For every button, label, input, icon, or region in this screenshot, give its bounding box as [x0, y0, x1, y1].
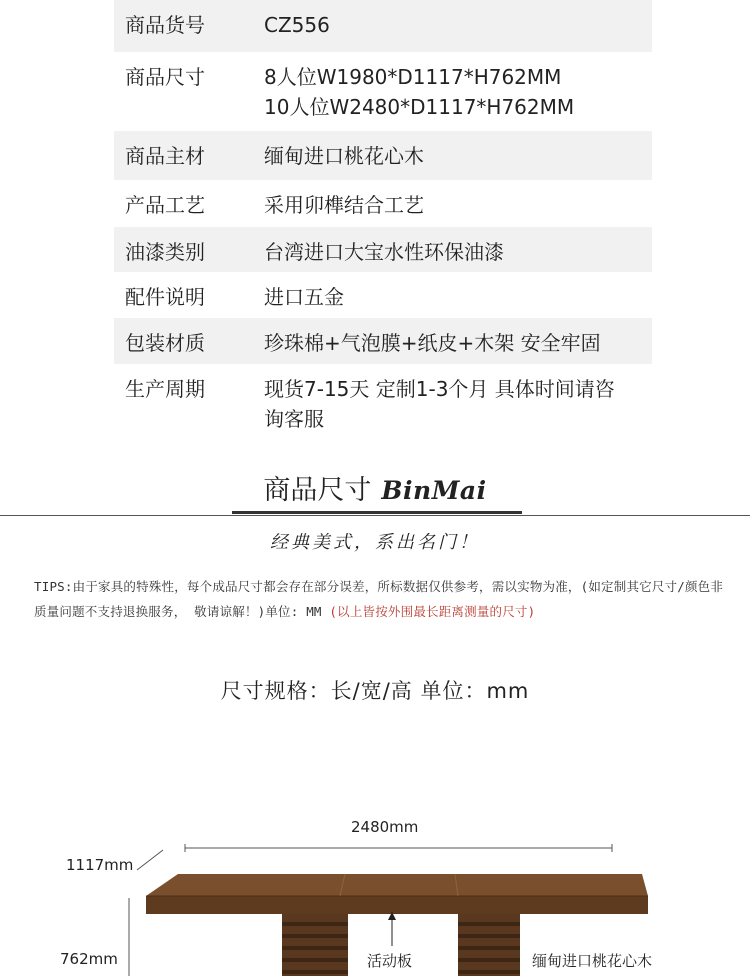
spec-label: 商品主材 — [125, 144, 205, 168]
spec-value-line: 珍珠棉+气泡膜+纸皮+木架 安全牢固 — [264, 331, 601, 355]
spec-value-line: 进口五金 — [264, 285, 344, 309]
tabletop-edge — [146, 896, 648, 914]
depth-dimension-line — [137, 850, 163, 870]
spec-label: 生产周期 — [125, 377, 205, 401]
spec-value-line: 10人位W2480*D1117*H762MM — [264, 95, 575, 119]
spec-value-line: 采用卯榫结合工艺 — [264, 193, 424, 217]
spec-value-line: CZ556 — [264, 13, 330, 37]
tips-text: TIPS:由于家具的特殊性，每个成品尺寸都会存在部分误差，所标数据仅供参考，需以实物为准，(如定制其它尺寸/颜色非质量问题不支持退换服务， 敬请谅解！)单位: MM — [34, 579, 724, 619]
spec-value — [264, 0, 330, 52]
right-pedestal — [458, 914, 520, 976]
spec-label: 油漆类别 — [125, 240, 205, 264]
spec-label: 包装材质 — [125, 331, 205, 355]
dimension-drawing — [0, 800, 750, 976]
spec-value — [264, 180, 424, 227]
spec-table — [114, 0, 652, 444]
divider — [0, 515, 750, 516]
motto: 经典美式，系出名门！ — [270, 532, 480, 553]
section-title-text: 商品尺寸 — [263, 475, 372, 506]
spec-value-line: 询客服 — [264, 407, 324, 431]
spec-value-line: 现货7-15天 定制1-3个月 具体时间请咨 — [264, 377, 615, 401]
spec-value — [264, 364, 615, 444]
depth-label: 1117mm — [66, 856, 134, 874]
spec-value — [264, 131, 424, 180]
spec-row-material — [114, 131, 652, 180]
spec-label: 商品货号 — [125, 13, 205, 37]
length-label: 2480mm — [351, 818, 419, 836]
material-label: 缅甸进口桃花心木 — [532, 952, 653, 970]
tips-notice — [34, 574, 724, 624]
spec-value — [264, 52, 574, 131]
spec-row-packaging — [114, 318, 652, 364]
tabletop-surface — [146, 874, 648, 896]
spec-value — [264, 227, 504, 272]
spec-value — [264, 318, 601, 364]
title-underline — [232, 511, 522, 514]
spec-label: 配件说明 — [125, 285, 205, 309]
spec-row-production — [114, 364, 652, 444]
leaf-label: 活动板 — [367, 952, 413, 970]
spec-value — [264, 272, 344, 318]
spec-value-line: 8人位W1980*D1117*H762MM — [264, 65, 562, 89]
section-title — [0, 468, 750, 507]
spec-label: 产品工艺 — [125, 193, 205, 217]
spec-row-size — [114, 52, 652, 131]
spec-row-item-number — [114, 0, 652, 52]
spec-row-craft — [114, 180, 652, 227]
spec-label: 商品尺寸 — [125, 65, 205, 89]
spec-value-line: 缅甸进口桃花心木 — [264, 144, 424, 168]
brand-logo-text: BinMai — [381, 476, 487, 505]
spec-row-paint — [114, 227, 652, 272]
size-spec-heading: 尺寸规格：长/宽/高 单位：mm — [220, 679, 530, 703]
tips-red-note: (以上皆按外围最长距离测量的尺寸) — [329, 604, 536, 619]
spec-row-hardware — [114, 272, 652, 318]
height-label: 762mm — [60, 950, 118, 968]
spec-value-line: 台湾进口大宝水性环保油漆 — [264, 240, 504, 264]
left-pedestal — [282, 914, 348, 976]
